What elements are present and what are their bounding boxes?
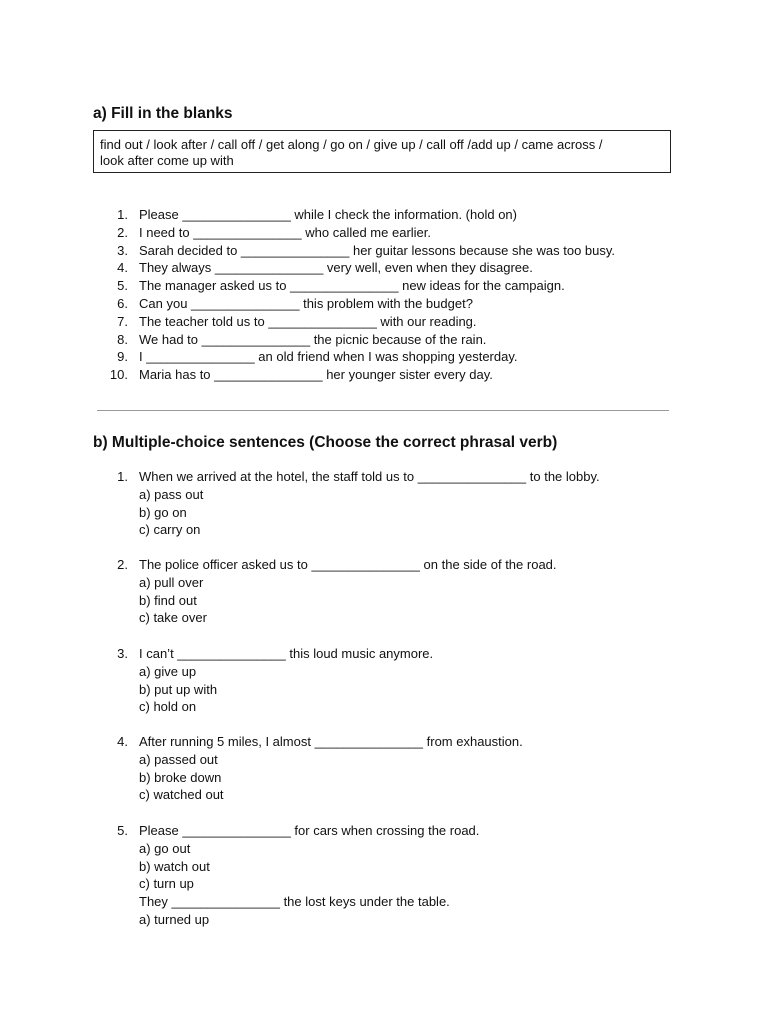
option-c: c) hold on	[139, 699, 197, 715]
option-b: b) go on	[139, 504, 187, 520]
item-text: Please _______________ while I check the information. (hold on)	[139, 207, 517, 222]
option-a: a) go out	[139, 840, 191, 856]
item-number: 9.	[117, 349, 128, 365]
item-text: Sarah decided to _______________ her guitar lessons because she was too busy.	[139, 242, 616, 258]
item-number: 7.	[117, 313, 128, 329]
option-a: a) passed out	[139, 751, 218, 767]
question-text: When we arrived at the hotel, the staff told us to _______________ to the lobby.	[139, 469, 600, 484]
option-b: b) put up with	[139, 681, 218, 697]
item-number: 10.	[109, 367, 128, 383]
item-number: 6.	[117, 295, 128, 311]
item-text: Maria has to _______________ her younger sister every day.	[139, 367, 493, 383]
extra-question-text: They _______________ the lost keys under the table.	[139, 894, 450, 910]
item-text: I need to _______________ who called me earlier.	[139, 224, 431, 240]
item-number: 8.	[117, 331, 128, 347]
question-number: 1.	[117, 469, 128, 484]
item-number: 5.	[117, 278, 128, 294]
option-c: c) turn up	[139, 876, 194, 892]
option-c: c) carry on	[139, 522, 201, 538]
item-number: 4.	[117, 260, 128, 276]
question-text: I can’t _______________ this loud music anymore.	[139, 646, 434, 661]
question-text: After running 5 miles, I almost _______________ from exhaustion.	[139, 734, 523, 749]
item-text: I _______________ an old friend when I was shopping yesterday.	[139, 349, 518, 365]
option-c: c) watched out	[139, 787, 224, 803]
item-number: 1.	[117, 207, 128, 222]
word-bank-box	[93, 130, 671, 173]
question-number: 2.	[117, 557, 128, 572]
item-number: 3.	[117, 242, 128, 258]
question-number: 3.	[117, 646, 128, 661]
option-c: c) take over	[139, 610, 207, 626]
section-a-heading: a) Fill in the blanks	[93, 105, 233, 122]
item-text: The teacher told us to _______________ with our reading.	[139, 313, 477, 329]
word-bank-line: find out / look after / call off / get along / go on / give up / call off /add up / came across /	[100, 137, 603, 152]
item-text: The manager asked us to _______________ new ideas for the campaign.	[139, 278, 565, 294]
option-a: a) give up	[139, 663, 197, 679]
extra-option-a: a) turned up	[139, 911, 210, 927]
question-text: Please _______________ for cars when crossing the road.	[139, 823, 480, 838]
option-b: b) broke down	[139, 769, 222, 785]
question-text: The police officer asked us to _______________ on the side of the road.	[139, 557, 557, 572]
option-a: a) pull over	[139, 574, 204, 590]
question-number: 5.	[117, 823, 128, 838]
option-b: b) find out	[139, 592, 197, 608]
word-bank-line: look after come up with	[100, 152, 234, 168]
item-text: We had to _______________ the picnic because of the rain.	[139, 331, 487, 347]
section-divider	[97, 410, 669, 411]
item-text: They always _______________ very well, even when they disagree.	[139, 260, 533, 276]
item-number: 2.	[117, 224, 128, 240]
option-a: a) pass out	[139, 486, 204, 502]
section-b-heading: b) Multiple-choice sentences (Choose the correct phrasal verb)	[93, 434, 558, 451]
item-text: Can you _______________ this problem with the budget?	[139, 295, 473, 311]
option-b: b) watch out	[139, 858, 210, 874]
question-number: 4.	[117, 734, 128, 749]
